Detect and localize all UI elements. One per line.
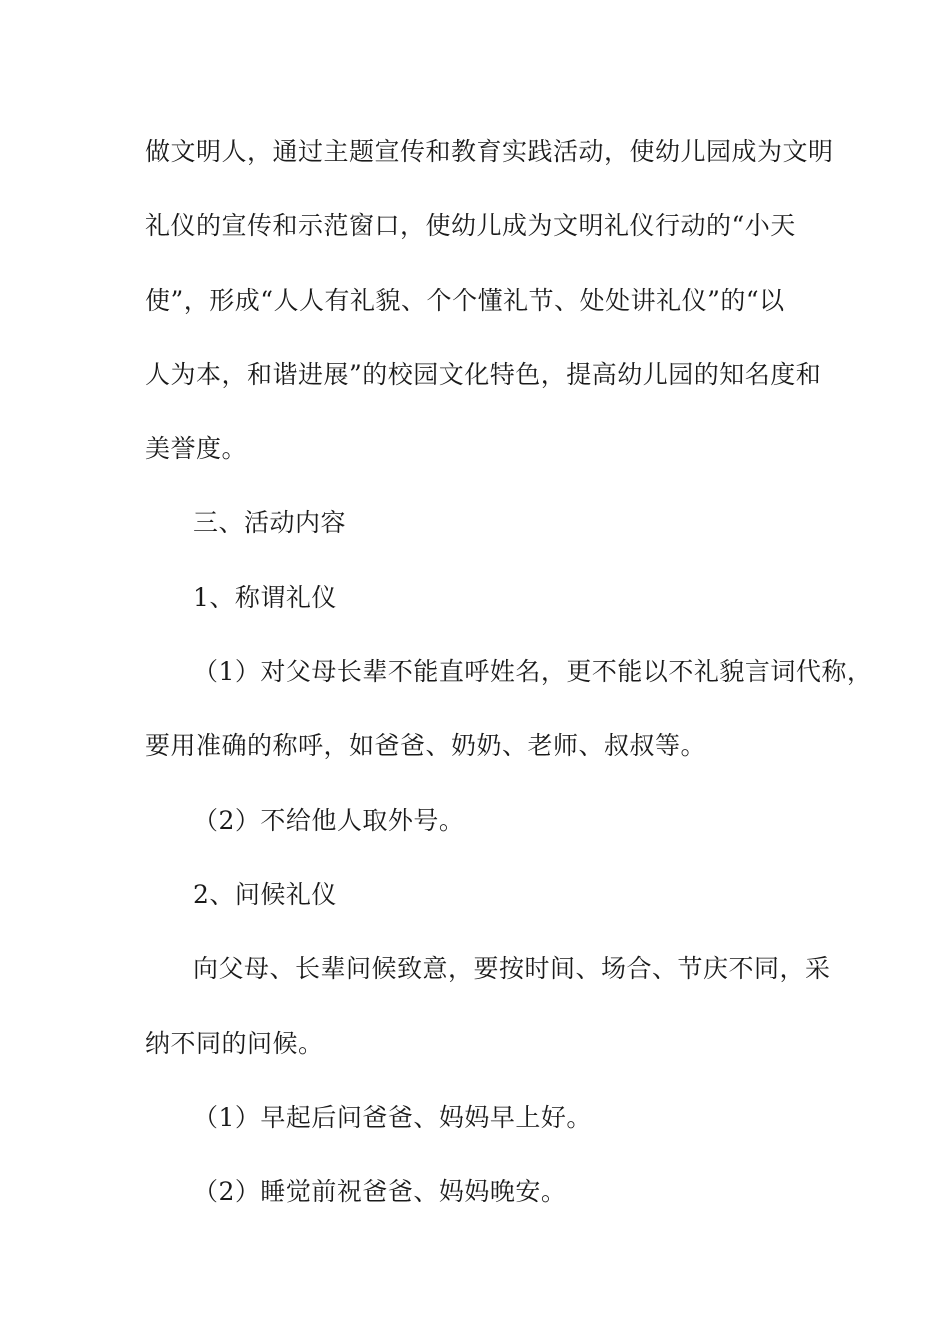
list-item: （2）睡觉前祝爸爸、妈妈晚安。: [193, 1177, 567, 1206]
section-heading: 三、活动内容: [193, 508, 347, 537]
list-item: （1）早起后问爸爸、妈妈早上好。: [193, 1103, 592, 1132]
paragraph-line: 礼仪的宣传和示范窗口，使幼儿成为文明礼仪行动的“小天: [145, 211, 796, 240]
paragraph-line: 使”，形成“人人有礼貌、个个懂礼节、处处讲礼仪”的“以: [145, 286, 785, 315]
list-item: （1）对父母长辈不能直呼姓名，更不能以不礼貌言词代称，: [193, 657, 873, 686]
paragraph-line: 人为本，和谐进展”的校园文化特色，提高幼儿园的知名度和: [145, 360, 822, 389]
list-item-continuation: 要用准确的称呼，如爸爸、奶奶、老师、叔叔等。: [145, 731, 707, 760]
paragraph-line: 做文明人，通过主题宣传和教育实践活动，使幼儿园成为文明: [145, 137, 834, 166]
paragraph-line: 纳不同的问候。: [145, 1029, 324, 1058]
list-item: （2）不给他人取外号。: [193, 806, 465, 835]
paragraph-line: 美誉度。: [145, 434, 248, 463]
paragraph-line: 向父母、长辈问候致意，要按时间、场合、节庆不同，采: [193, 954, 831, 983]
subsection-heading: 2、问候礼仪: [193, 880, 337, 909]
subsection-heading: 1、称谓礼仪: [193, 583, 337, 612]
